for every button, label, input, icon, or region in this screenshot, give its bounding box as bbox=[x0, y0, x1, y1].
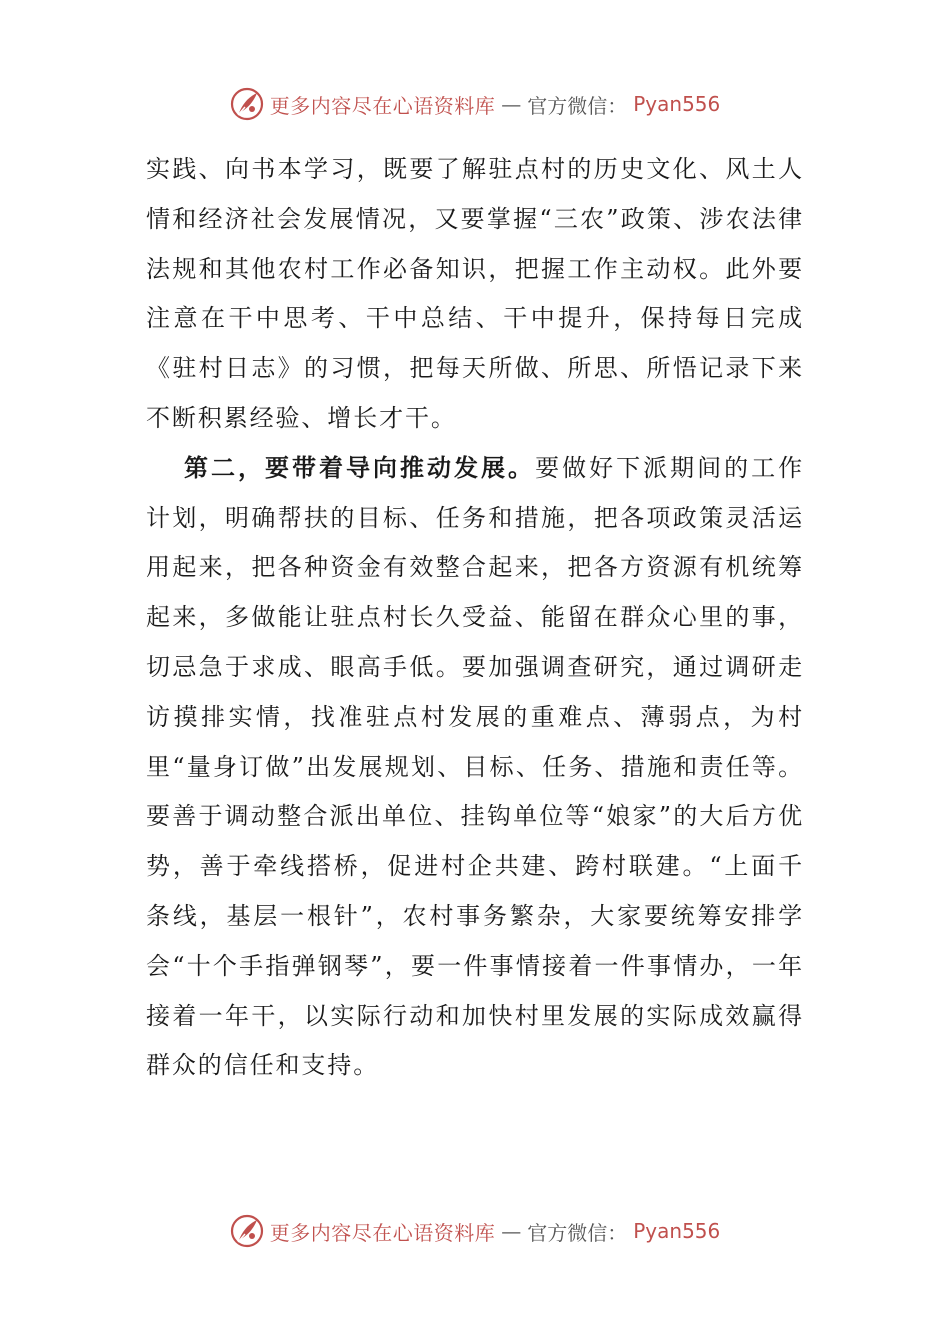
paragraph-2 bbox=[146, 444, 804, 1091]
banner-wechat-id: Pyan556 bbox=[633, 92, 721, 116]
header-banner bbox=[0, 84, 950, 124]
paragraph-2-lead: 第二，要带着导向推动发展。 bbox=[184, 453, 536, 482]
quill-logo-icon bbox=[230, 1214, 264, 1248]
banner-main-text: 更多内容尽在心语资料库 bbox=[269, 93, 496, 118]
banner-wechat-id: Pyan556 bbox=[633, 1219, 721, 1243]
banner-sub-text: 官方微信： bbox=[527, 93, 628, 118]
quill-logo-icon bbox=[230, 87, 264, 121]
document-body bbox=[146, 145, 804, 1091]
banner-dash: — bbox=[501, 1219, 522, 1243]
paragraph-2-text: 要做好下派期间的工作计划，明确帮扶的目标、任务和措施，把各项政策灵活运用起来，把各种资金有效整合起来，把各方资源有机统筹起来，多做能让驻点村长久受益、能留在群众心里的事，切忌急于求成、眼高手低。要加强调查研究，通过调研走访摸排实情，找准驻点村发展的重难点、薄弱点，为村里“量身订做”出发展规划、目标、任务、措施和责任等。要善于调动整合派出单位、挂钩单位等“娘家”的大后方优势，善于牵线搭桥，促进村企共建、跨村联建。“上面千条线，基层一根针”，农村事务繁杂，大家要统筹安排学会“十个手指弹钢琴”，要一件事情接着一件事情办，一年接着一年干，以实际行动和加快村里发展的实际成效赢得群众的信任和支持。 bbox=[146, 453, 805, 1080]
banner-dash: — bbox=[501, 92, 522, 116]
paragraph-1: 实践、向书本学习，既要了解驻点村的历史文化、风土人情和经济社会发展情况，又要掌握“三农”政策、涉农法律法规和其他农村工作必备知识，把握工作主动权。此外要注意在干中思考、干中总结、干中提升，保持每日完成《驻村日志》的习惯，把每天所做、所思、所悟记录下来不断积累经验、增长才干。 bbox=[146, 155, 804, 432]
banner-main-text: 更多内容尽在心语资料库 bbox=[269, 1220, 496, 1245]
footer-banner bbox=[0, 1211, 950, 1251]
banner-sub-text: 官方微信： bbox=[527, 1220, 628, 1245]
